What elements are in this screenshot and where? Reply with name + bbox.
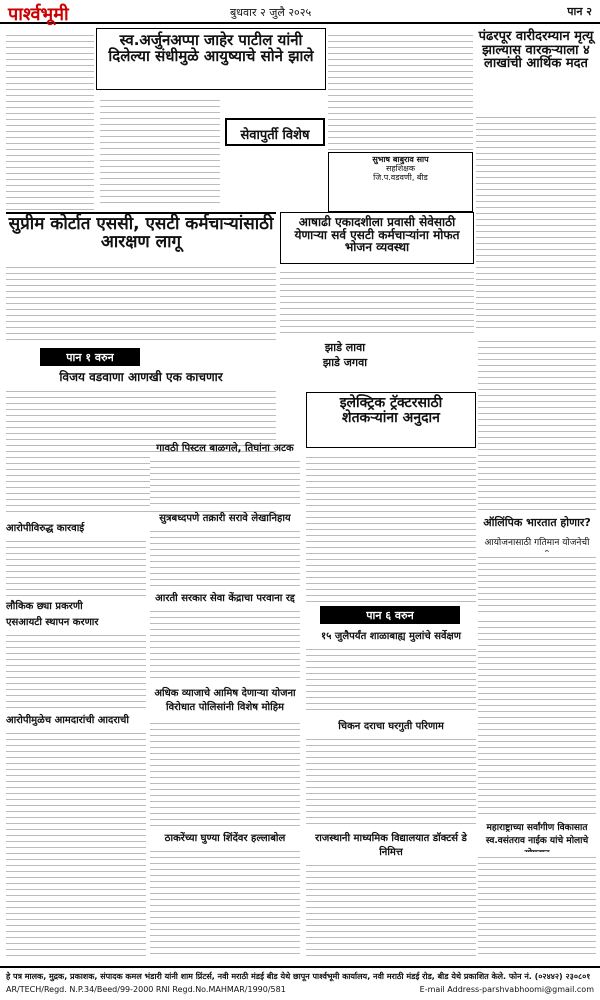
pan6-tag: पान ६ वरुन [320, 606, 460, 624]
mid-body-4 [150, 718, 300, 828]
editorial-2: लौकिक छ्या प्रकरणी [6, 601, 83, 612]
seva-purti-stamp: सेवापुर्ती विशेष [225, 118, 325, 146]
top-story-body [100, 95, 220, 205]
mid-body-5 [150, 846, 300, 956]
footer-email: E-mail Address-parshvabhoomi@gmail.com [419, 985, 594, 994]
editorial-body-3 [6, 728, 146, 956]
supreme-story [6, 212, 276, 260]
mid-story-9: महाराष्ट्राच्या सर्वांगीण विकासात स्व.वसंतराव नाईक यांचे मोलाचे [485, 823, 589, 846]
mid-body-1 [150, 456, 300, 508]
right-lower-body [478, 616, 596, 816]
mid-story-2: सुत्रबध्दपणे तक्रारी सरावे लेखानिहाय [159, 513, 291, 524]
right-top-story [476, 28, 596, 110]
supreme-headline: सुप्रीम कोर्टात एससी, एसटी कर्मचाऱ्यांसाठी आरक्षण लागू [8, 214, 274, 252]
pan1-tag: पान १ वरुन [40, 348, 140, 366]
tree-slogan-1: झाडे लावा [324, 341, 366, 354]
right-top-body [476, 112, 596, 332]
mid-story-3: आरती सरकार सेवा केंद्राचा परवाना रद्द [155, 593, 295, 604]
mid-body-2 [150, 526, 300, 588]
issue-date: बुधवार २ जुलै २०२५ [230, 6, 312, 19]
electric-headline: इलेक्ट्रिक ट्रॅक्टरसाठी शेतकऱ्यांना अनुदान [339, 395, 443, 426]
editorial-body-1 [6, 536, 146, 596]
mid-story-7: चिकन दराचा घरगुती परिणाम [338, 721, 444, 732]
olympic-side-body [478, 336, 596, 511]
masthead [0, 0, 600, 24]
mid-body-3 [150, 606, 300, 682]
olympic-sub: आयोजनासाठी गतिमान योजनेची [484, 538, 590, 548]
footer-imprint: हे पत्र मालक, मुद्रक, प्रकाशक, संपादक कमल भंडारी यांनी शाम प्रिंटर्स, नवी मराठी मंडई बीड येथे छापून पार्श्वभूमी कार्यालय, नवी मराठी मंडई रोड, बीड येथे प्रकाशित केले. फोन नं. (०२४४२) २३०८०१ [6, 972, 591, 981]
editorial-4: आरोपीमुळेच आमदारांची आदराची [6, 715, 129, 726]
footer-registration: AR/TECH/Regd. N.P.34/Beed/99-2000 RNI Regd.No.MAHMAR/1990/581 [6, 985, 286, 994]
mid-story-5: ठाकरेंच्या घुण्या शिंदेंवर हल्लाबोल [164, 833, 286, 844]
mid-body-6 [306, 644, 476, 714]
olympic-title: ऑलिंपिक भारतात होणार? [483, 516, 591, 529]
editorial-body-2 [6, 630, 146, 710]
supreme-body [6, 262, 276, 342]
electric-story [306, 392, 476, 448]
mid-body-8 [306, 860, 476, 956]
olympic-body [478, 552, 596, 612]
pan1-title: विजय वडवाणा आणखी एक काचणार [59, 370, 223, 384]
author-role: सहशिक्षक [385, 163, 416, 173]
left-column-text [6, 30, 94, 210]
mid-story-6: १५ जुलैपर्यंत शाळाबाह्य मुलांचे सर्वेक्षण [321, 631, 461, 642]
mid-body-7 [306, 734, 476, 824]
tree-slogan [300, 340, 390, 370]
mid-story-1: गावठी पिस्टल बाळगले, तिघांना अटक [156, 443, 294, 454]
center-column-text [328, 30, 473, 150]
right-lower-body-2 [478, 852, 596, 956]
newspaper-logo: पार्श्वभूमी [8, 4, 69, 25]
mid-story-4: अधिक व्याजाचे आमिष देणाऱ्या योजना विरोधात पोलिसांनी विशेष मोहिम [154, 688, 296, 713]
page-number: पान २ [567, 5, 592, 18]
editorial-1: आरोपीविरुद्ध कारवाई [6, 523, 85, 534]
ashadhi-body [280, 267, 474, 337]
ashadhi-story [280, 212, 474, 264]
footer [0, 966, 600, 1000]
top-story-box [96, 28, 326, 90]
author-box [328, 152, 473, 212]
tree-slogan-2: झाडे जगवा [322, 356, 368, 369]
mid-story-8: राजस्थानी माध्यमिक विद्यालयात डॉक्टर्स डे निमित्त [315, 833, 467, 858]
top-story-headline: स्व.अर्जुनअप्पा जाहेर पाटील यांनी दिलेल्या संधीमुळे आयुष्याचे सोने झाले [108, 31, 314, 65]
author-place: जि.प.वडवणी, बीड [373, 172, 428, 182]
electric-body [306, 452, 476, 602]
editorial-3: एसआयटी स्थापन करणार [6, 617, 99, 628]
author-name: सुभाष बाबुराव साप [372, 155, 429, 164]
right-top-headline: पंढरपूर वारीदरम्यान मृत्यू झाल्यास वारकऱ्याला ४ लाखांची आर्थिक मदत [478, 29, 594, 72]
ashadhi-headline: आषाढी एकादशीला प्रवासी सेवेसाठी येणाऱ्या सर्व एसटी कर्मचाऱ्यांना मोफत भोजन व्यवस्था [294, 215, 460, 255]
